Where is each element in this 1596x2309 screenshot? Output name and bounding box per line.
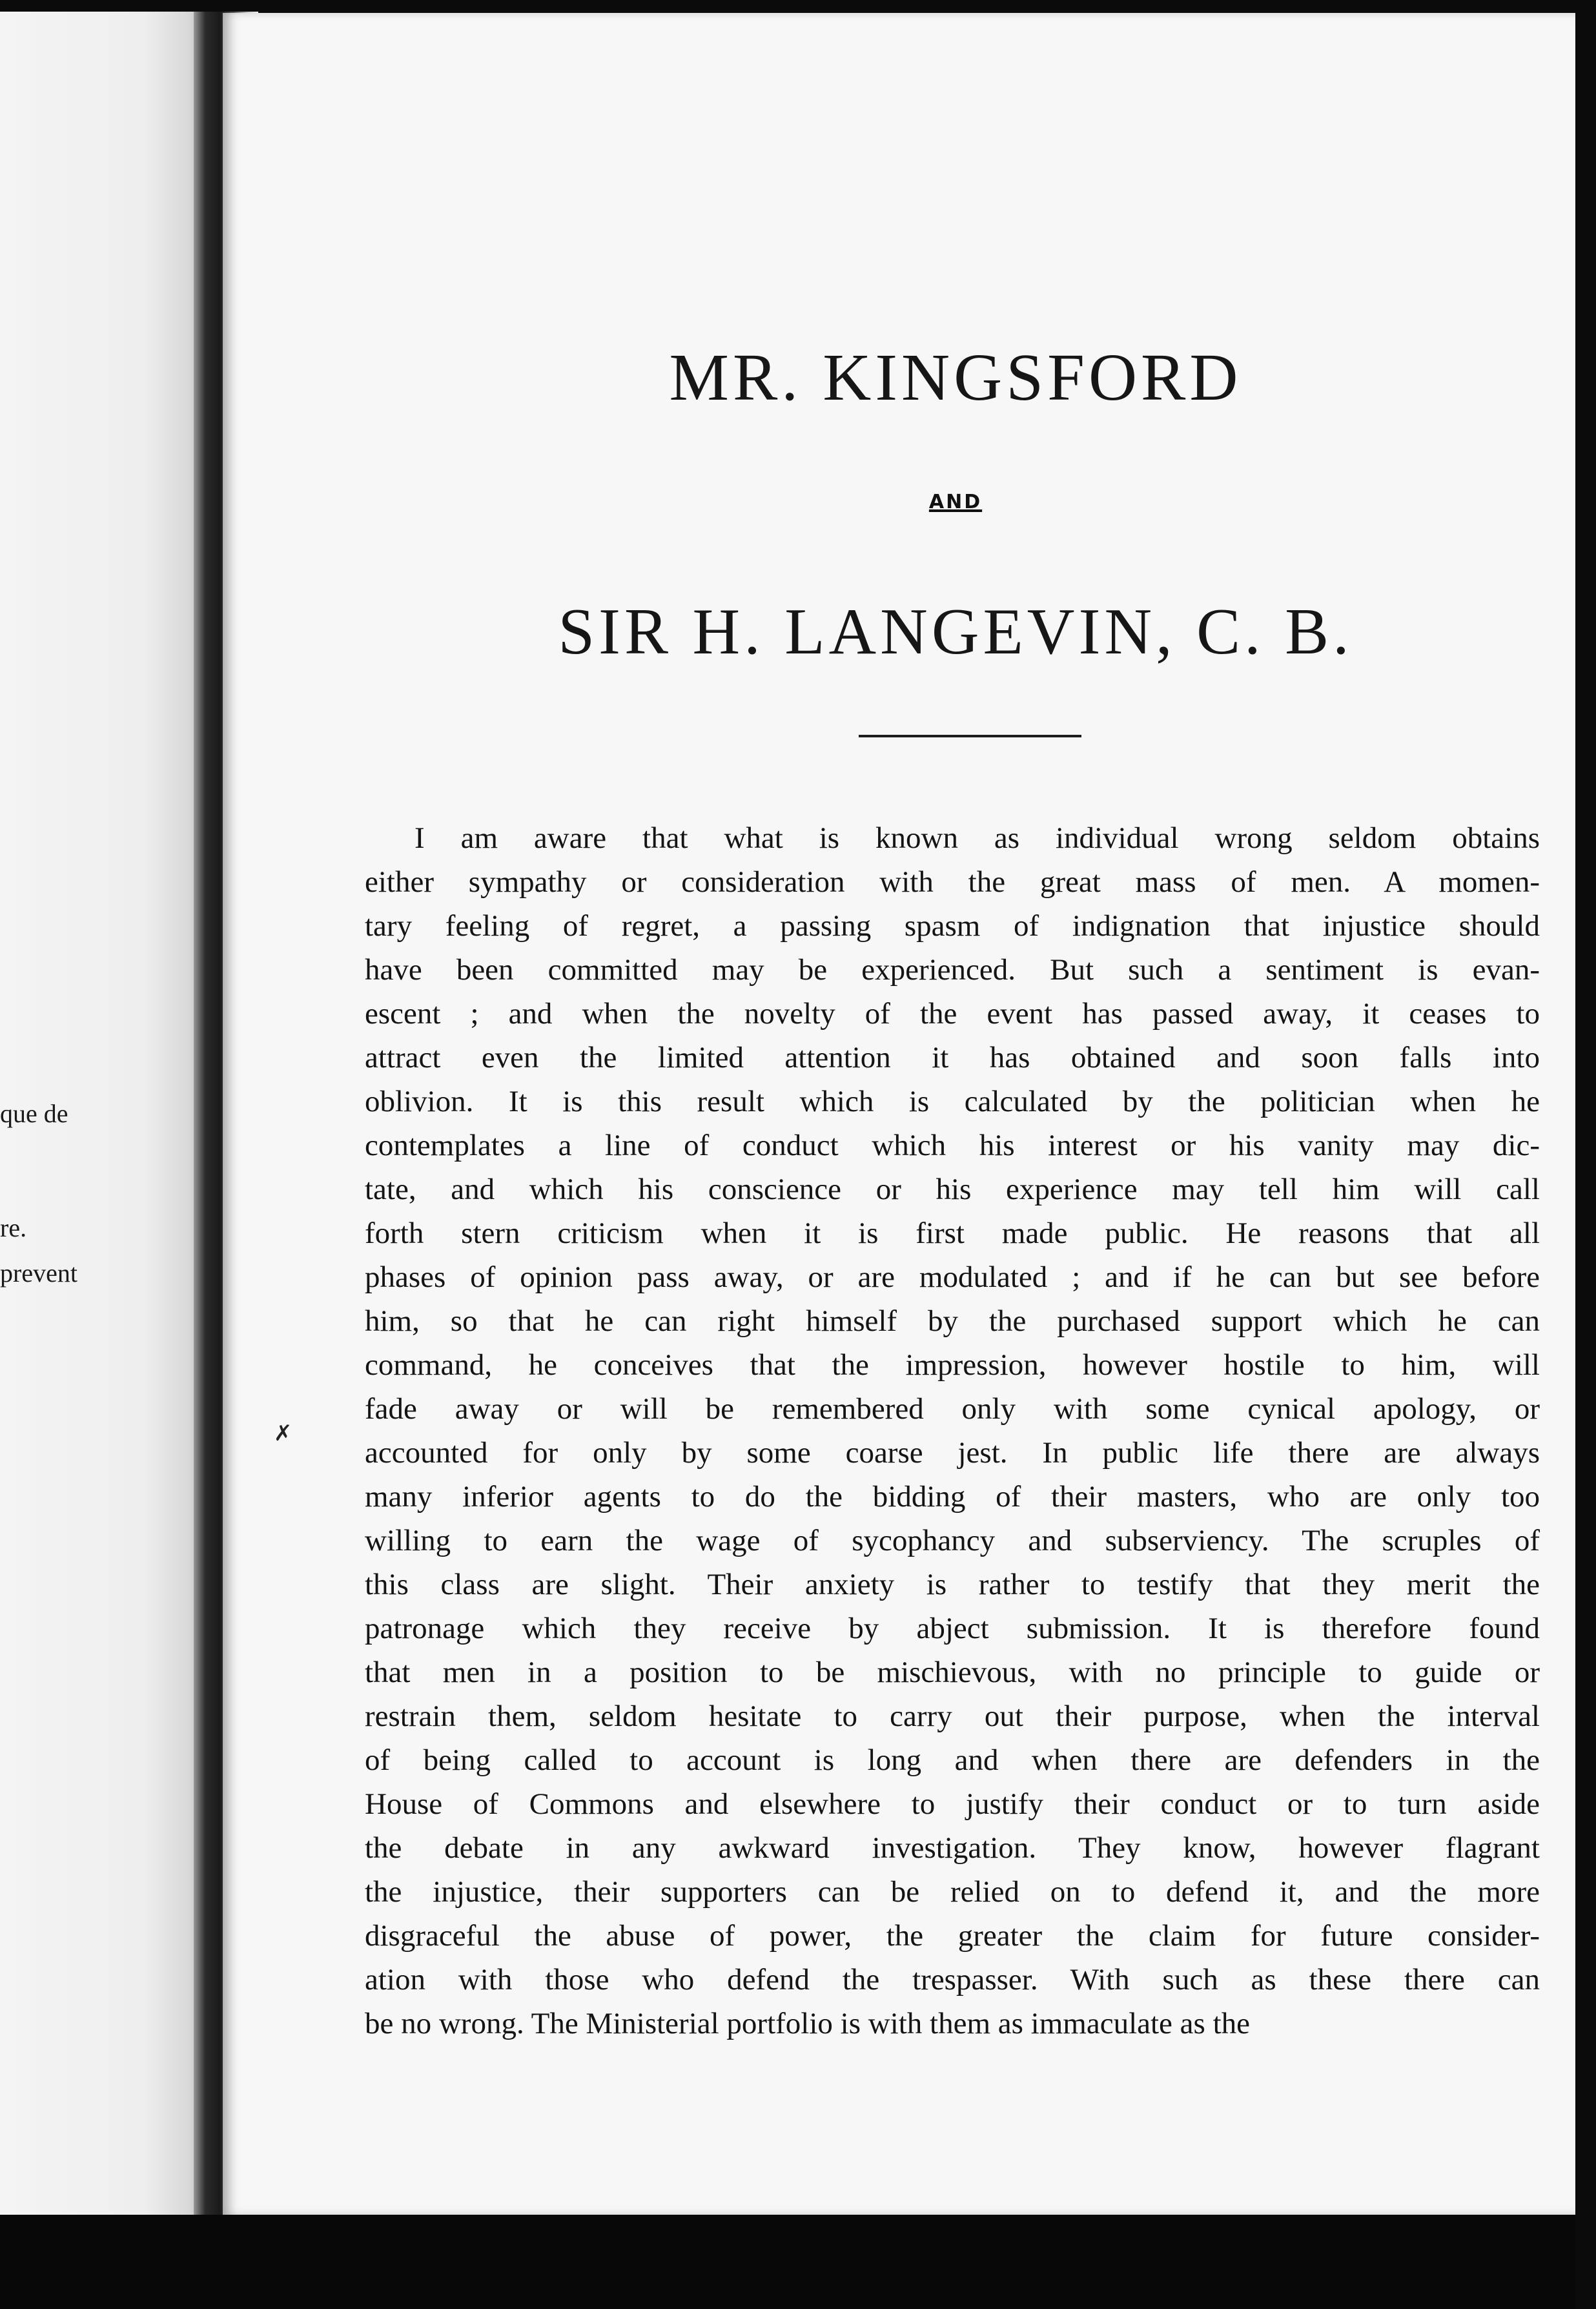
body-line: fade away or will be remembered only with some cynical apology, or xyxy=(365,1392,1540,1426)
body-line: willing to earn the wage of sycophancy and subserviency. The scruples of xyxy=(365,1524,1540,1557)
body-line: tary feeling of regret, a passing spasm of indignation that injustice should xyxy=(365,909,1540,943)
title-line-2: SIR H. LANGEVIN, C. B. xyxy=(558,595,1353,668)
body-line: forth stern criticism when it is first made public. He reasons that all xyxy=(365,1216,1540,1250)
left-page-fragment: prevent xyxy=(0,1258,77,1288)
title-line-1: MR. KINGSFORD xyxy=(669,340,1242,415)
body-line: accounted for only by some coarse jest. In public life there are always xyxy=(365,1436,1540,1470)
left-page-fragment: re. xyxy=(0,1213,27,1242)
scan-border-bottom xyxy=(0,2215,1596,2309)
body-line: either sympathy or consideration with the great mass of men. A momen- xyxy=(365,865,1540,899)
body-line: oblivion. It is this result which is calculated by the politician when he xyxy=(365,1085,1540,1118)
body-line: be no wrong. The Ministerial portfolio is with them as immaculate as the xyxy=(365,2007,1250,2040)
body-line: restrain them, seldom hesitate to carry out their purpose, when the interval xyxy=(365,1699,1540,1733)
body-line: phases of opinion pass away, or are modulated ; and if he can but see before xyxy=(365,1260,1540,1294)
body-line: disgraceful the abuse of power, the greater the claim for future consider- xyxy=(365,1919,1540,1953)
margin-mark: ✗ xyxy=(274,1421,292,1446)
title-conjunction: AND xyxy=(928,491,983,513)
body-line: him, so that he can right himself by the purchased support which he can xyxy=(365,1304,1540,1338)
left-page-fragment: que de xyxy=(0,1099,68,1128)
body-line: the injustice, their supporters can be relied on to defend it, and the more xyxy=(365,1875,1540,1909)
body-line: that men in a position to be mischievous, with no principle to guide or xyxy=(365,1656,1540,1689)
body-line: House of Commons and elsewhere to justify their conduct or to turn aside xyxy=(365,1787,1540,1821)
left-page-edge xyxy=(0,12,205,2220)
body-line: have been committed may be experienced. But such a sentiment is evan- xyxy=(365,953,1540,987)
body-line: contemplates a line of conduct which his interest or his vanity may dic- xyxy=(365,1129,1540,1162)
scan-border-right xyxy=(1575,0,1596,2309)
body-line: command, he conceives that the impression, however hostile to him, will xyxy=(365,1348,1540,1382)
body-line: patronage which they receive by abject submission. It is therefore found xyxy=(365,1612,1540,1645)
body-line: this class are slight. Their anxiety is rather to testify that they merit the xyxy=(365,1568,1540,1601)
body-line: of being called to account is long and when there are defenders in the xyxy=(365,1743,1540,1777)
body-line: many inferior agents to do the bidding of their masters, who are only too xyxy=(365,1480,1540,1514)
body-paragraph xyxy=(365,816,1540,2046)
title-rule xyxy=(859,735,1081,737)
body-line: escent ; and when the novelty of the event has passed away, it ceases to xyxy=(365,997,1540,1031)
body-line: attract even the limited attention it has obtained and soon falls into xyxy=(365,1041,1540,1074)
body-line: the debate in any awkward investigation. They know, however flagrant xyxy=(365,1831,1540,1865)
body-line: tate, and which his conscience or his experience may tell him will call xyxy=(365,1173,1540,1206)
body-line: ation with those who defend the trespasser. With such as these there can xyxy=(365,1963,1540,1996)
body-line: I am aware that what is known as individual wrong seldom obtains xyxy=(414,821,1540,855)
